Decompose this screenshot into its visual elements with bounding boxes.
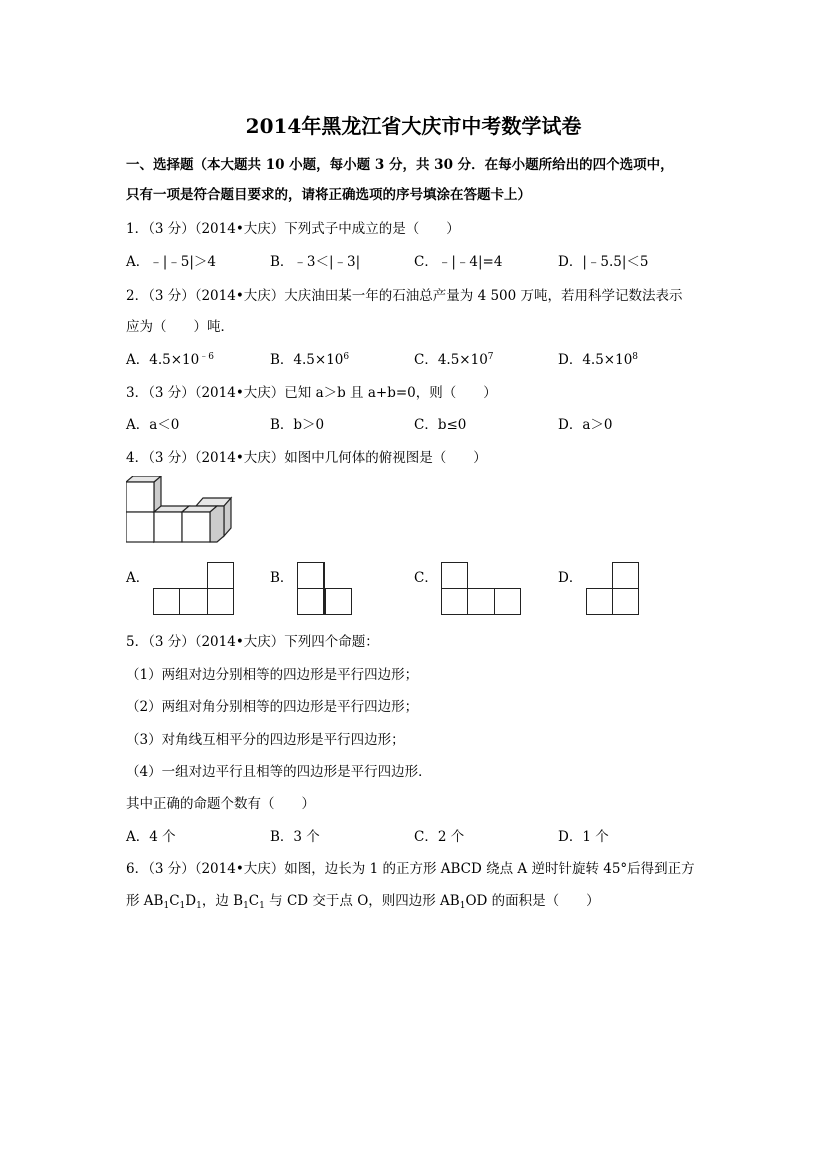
question-3-option-b: B．b＞0	[270, 417, 325, 433]
option-d-square	[586, 588, 613, 615]
option-a-square	[207, 562, 234, 589]
q6-subscript: 1	[459, 901, 466, 911]
question-5-stem: 5．（3 分）（2014•大庆）下列四个命题：	[126, 634, 379, 650]
option-c-square	[441, 588, 468, 615]
question-5-ask: 其中正确的命题个数有（ ）	[126, 796, 315, 812]
question-4-option-b: B．	[270, 570, 294, 586]
question-2-option-b	[270, 348, 349, 368]
question-4-option-c: C．	[414, 570, 438, 586]
question-5-option-d: D．1 个	[558, 829, 609, 845]
question-2-option-d	[558, 348, 638, 368]
question-3-option-c: C．b≤0	[414, 417, 467, 433]
question-5-option-b: B．3 个	[270, 829, 320, 845]
q6-subscript: 1	[163, 901, 170, 911]
option-a-exponent: ﹣6	[199, 352, 214, 362]
question-6-stem-line-2	[126, 889, 600, 911]
question-4-stem: 4．（3 分）（2014•大庆）如图中几何体的俯视图是（ ）	[126, 450, 487, 466]
q6-subscript: 1	[259, 901, 265, 911]
q6-text: 与 CD 交于点 O，则四边形 AB	[264, 893, 460, 909]
option-b-divider	[323, 562, 325, 615]
question-2-option-c	[414, 348, 494, 368]
question-5-option-a: A．4 个	[126, 829, 176, 845]
question-3-option-a: A．a＜0	[126, 417, 180, 433]
option-d-square	[612, 588, 639, 615]
option-a-square	[207, 588, 234, 615]
question-1-option-b: B．﹣3＜|﹣3|	[270, 254, 361, 270]
question-6-stem-line-1: 6．（3 分）（2014•大庆）如图，边长为 1 的正方形 ABCD 绕点 A 逆时针旋转 45°后得到正方	[126, 861, 695, 877]
question-5-statement-1: （1）两组对边分别相等的四边形是平行四边形；	[126, 667, 419, 683]
option-d-square	[612, 562, 639, 589]
q6-subscript: 1	[243, 901, 249, 911]
section-instruction-line-2: 只有一项是符合题目要求的，请将正确选项的序号填涂在答题卡上）	[126, 187, 531, 203]
question-2-option-a	[126, 348, 214, 368]
q6-text: OD 的面积是（ ）	[465, 893, 600, 909]
option-b-base: B．4.5×10	[270, 352, 344, 368]
question-5-statement-4: （4）一组对边平行且相等的四边形是平行四边形．	[126, 764, 432, 780]
option-c-square	[441, 562, 468, 589]
option-a-square	[179, 588, 208, 615]
question-3-option-d: D．a＞0	[558, 417, 613, 433]
question-5-statement-2: （2）两组对角分别相等的四边形是平行四边形；	[126, 699, 419, 715]
option-a-base: A．4.5×10	[126, 352, 200, 368]
option-c-square	[467, 588, 495, 615]
q6-text: 形 AB	[126, 893, 164, 909]
option-c-square	[494, 588, 521, 615]
option-b-square	[297, 588, 324, 615]
option-c-exponent: 7	[487, 352, 494, 362]
geometry-solid-figure	[126, 476, 236, 548]
q6-text: D	[185, 893, 197, 909]
q6-subscript: 1	[196, 901, 202, 911]
q6-text: C	[169, 893, 180, 909]
question-4-option-a: A．	[126, 570, 150, 586]
question-1-option-d: D．|﹣5.5|＜5	[558, 254, 649, 270]
question-5-option-c: C．2 个	[414, 829, 465, 845]
question-2-stem-line-1: 2．（3 分）（2014•大庆）大庆油田某一年的石油总产量为 4 500 万吨，若用科学记数法表示	[126, 288, 683, 304]
option-b-exponent: 6	[343, 352, 350, 362]
q6-text: C	[248, 893, 260, 909]
page-title: 2014年黑龙江省大庆市中考数学试卷	[245, 114, 582, 138]
question-2-stem-line-2: 应为（ ）吨．	[126, 319, 234, 335]
option-d-base: D．4.5×10	[558, 352, 633, 368]
question-1-option-c: C．﹣|﹣4|=4	[414, 254, 503, 270]
option-b-square	[297, 562, 324, 589]
q6-subscript: 1	[179, 901, 186, 911]
question-4-option-d: D．	[558, 570, 583, 586]
q6-text: ，边 B	[201, 893, 244, 909]
section-instruction-line-1: 一、选择题（本大题共 10 小题，每小题 3 分，共 30 分．在每小题所给出的四个选项中，	[126, 157, 674, 173]
option-d-exponent: 8	[632, 352, 639, 362]
option-a-square	[153, 588, 180, 615]
question-3-stem: 3．（3 分）（2014•大庆）已知 a＞b 且 a+b=0，则（ ）	[126, 385, 497, 401]
option-b-square	[325, 588, 352, 615]
option-c-base: C．4.5×10	[414, 352, 488, 368]
question-1-stem: 1．（3 分）（2014•大庆）下列式子中成立的是（ ）	[126, 221, 460, 237]
question-5-statement-3: （3）对角线互相平分的四边形是平行四边形；	[126, 732, 405, 748]
question-1-option-a: A．﹣|﹣5|＞4	[126, 254, 217, 270]
